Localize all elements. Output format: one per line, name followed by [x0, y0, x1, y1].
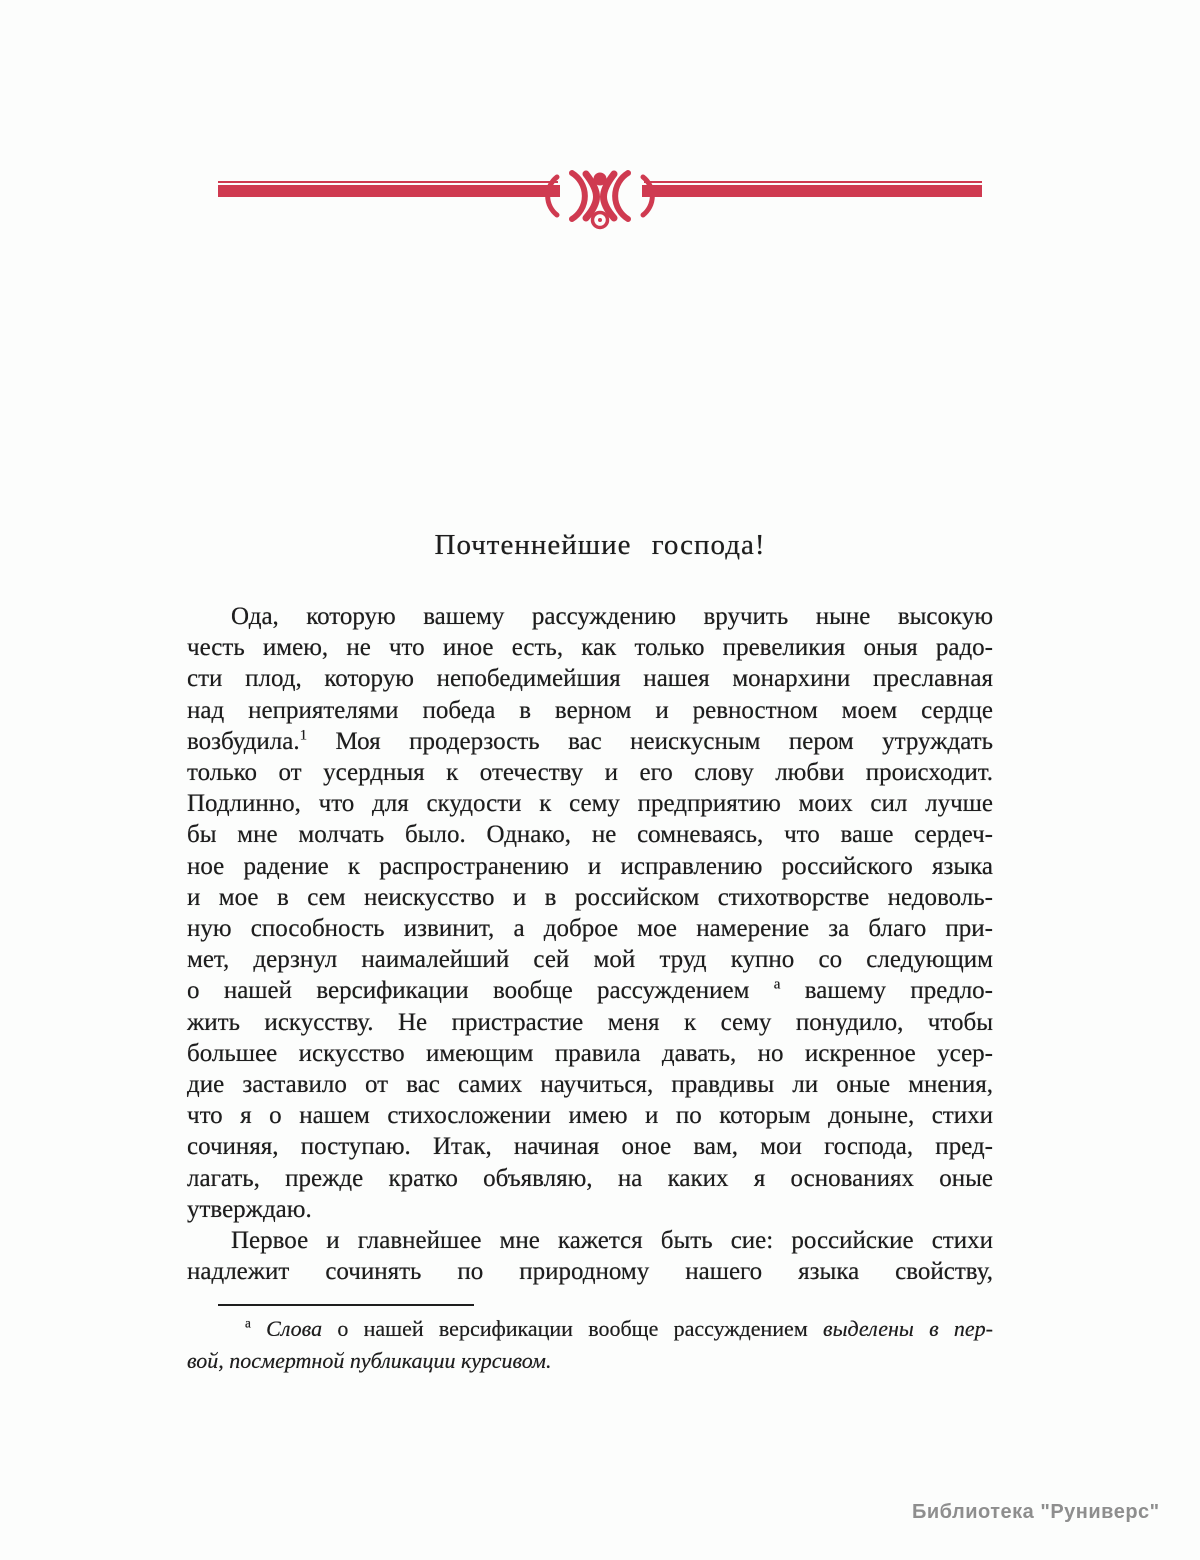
text-segment: дие заставило от вас самих научиться, правдивы ли оные мнения,: [187, 1071, 993, 1099]
text-line: [187, 1069, 993, 1100]
text-line: [187, 695, 993, 726]
text-line: [187, 632, 993, 663]
text-line: [187, 882, 993, 913]
page-title: Почтеннейшие господа!: [434, 529, 766, 561]
library-watermark: Библиотека "Руниверс": [912, 1501, 1160, 1523]
text-segment: бы мне молчать было. Однако, не сомневаясь, что ваше сердеч-: [187, 821, 993, 849]
text-segment: и мое в сем неискусство и в российском стихотворстве недоволь-: [187, 883, 993, 911]
text-line: [187, 788, 993, 819]
text-line: [187, 1194, 993, 1225]
text-line: [187, 726, 993, 757]
text-segment: вой, посмертной публикации курсивом.: [187, 1348, 552, 1373]
text-line: [187, 913, 993, 944]
text-segment: честь имею, не что иное есть, как только превеликия оныя радо-: [187, 634, 993, 662]
footnote-rule: [218, 1304, 474, 1306]
text-segment: только от усердныя к отечеству и его слову любви происходит.: [187, 759, 993, 787]
text-segment: Первое и главнейшее мне кажется быть сие: российские стихи: [231, 1227, 993, 1255]
text-segment: ное радение к распространению и исправлению российского языка: [187, 852, 993, 880]
text-line: [187, 1100, 993, 1131]
text-segment: утверждаю.: [187, 1195, 312, 1223]
text-segment: Слова: [266, 1316, 323, 1341]
text-line: [187, 975, 993, 1006]
decorative-divider: [0, 168, 1200, 230]
text-segment: [251, 1316, 266, 1341]
text-line: [187, 1345, 993, 1377]
text-segment: над неприятелями победа в верном и ревностном моем сердце: [187, 696, 993, 724]
text-segment: мет, дерзнул наималейший сей мой труд купно со следующим: [187, 946, 993, 974]
text-segment: лагать, прежде кратко объявляю, на каких я основаниях оные: [187, 1164, 993, 1192]
text-line: [187, 1313, 993, 1345]
text-segment: возбудила.: [187, 727, 300, 755]
text-line: [187, 1163, 993, 1194]
text-segment: о нашей версификации вообще рассуждением: [187, 977, 774, 1005]
text-segment: ную способность извинит, а доброе мое намерение за благо при-: [187, 915, 993, 943]
text-line: [187, 851, 993, 882]
superscript-mark: 1: [299, 727, 308, 744]
text-line: [187, 663, 993, 694]
body-text: [187, 601, 993, 1287]
text-segment: о нашей версификации вообще рассуждением: [322, 1316, 824, 1341]
text-line: [187, 1038, 993, 1069]
text-line: [187, 1225, 993, 1256]
text-segment: Подлинно, что для скудости к сему предприятию моих сил лучше: [187, 790, 993, 818]
text-segment: выделены в пер-: [823, 1316, 993, 1341]
text-line: [187, 819, 993, 850]
text-segment: сти плод, которую непобедимейшия нашея монархини преславная: [187, 665, 993, 693]
text-segment: Ода, которую вашему рассуждению вручить ныне высокую: [231, 603, 993, 630]
text-line: [187, 1256, 993, 1287]
red-rule-ornament-graphic: [0, 168, 1200, 230]
text-segment: надлежит сочинять по природному нашего языка свойству,: [187, 1258, 993, 1286]
text-line: [187, 601, 993, 632]
text-segment: большее искусство имеющим правила давать, но искренное усер-: [187, 1039, 993, 1067]
text-line: [187, 1007, 993, 1038]
text-line: [187, 757, 993, 788]
superscript-mark: а: [773, 977, 781, 994]
text-segment: жить искусству. Не пристрастие меня к сему понудило, чтобы: [187, 1008, 993, 1036]
superscript-mark: а: [245, 1315, 251, 1331]
text-segment: сочиняя, поступаю. Итак, начиная оное вам, мои господа, пред-: [187, 1133, 993, 1161]
text-segment: Моя продерзость вас неискусным пером утруждать: [307, 727, 993, 755]
text-segment: вашему предло-: [780, 977, 994, 1005]
footnote-text: [187, 1313, 993, 1377]
text-line: [187, 1131, 993, 1162]
text-line: [187, 944, 993, 975]
text-segment: что я о нашем стихосложении имею и по которым доныне, стихи: [187, 1102, 993, 1130]
